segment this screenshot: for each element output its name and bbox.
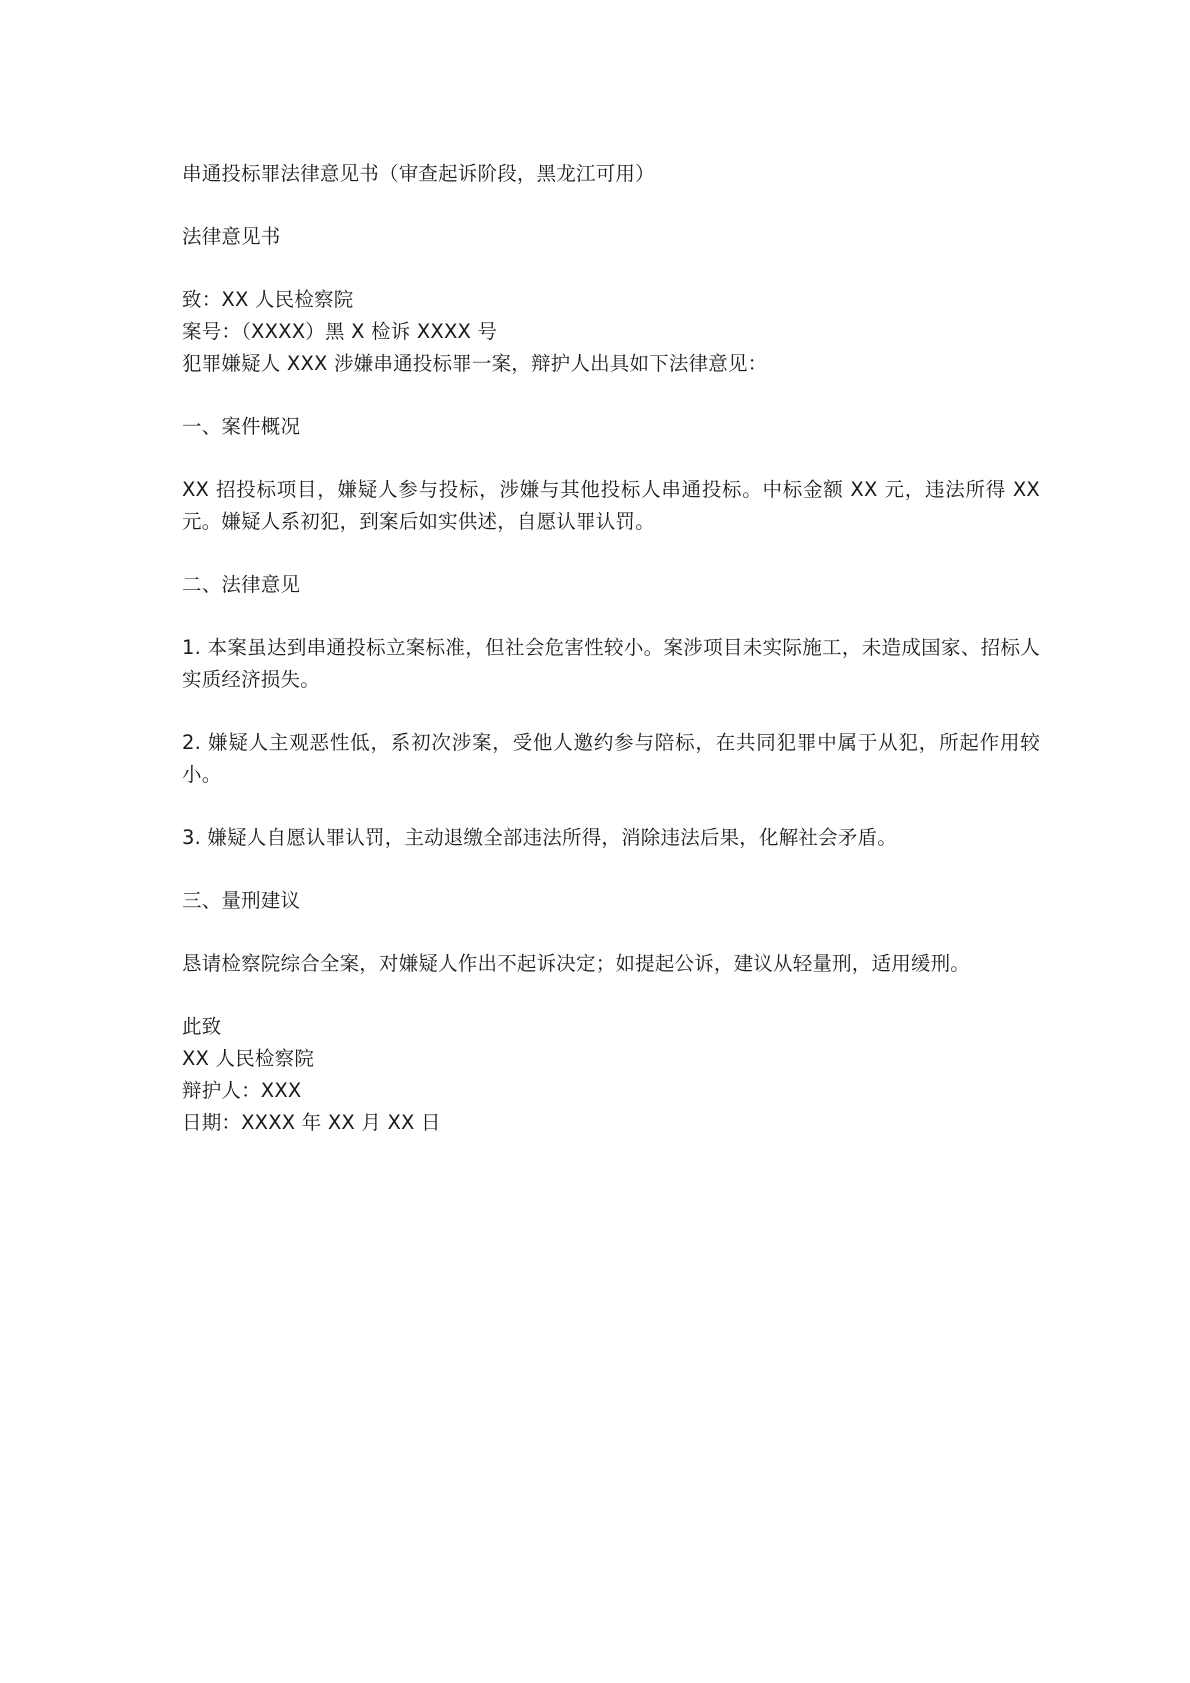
spacer: [182, 380, 1040, 411]
spacer: [182, 253, 1040, 284]
spacer: [182, 791, 1040, 822]
section-1-body: XX 招投标项目，嫌疑人参与投标，涉嫌与其他投标人串通投标。中标金额 XX 元，违法所得 XX 元。嫌疑人系初犯，到案后如实供述，自愿认罪认罚。: [182, 478, 1040, 533]
spacer: [182, 696, 1040, 727]
section-3-heading: 三、量刑建议: [182, 889, 301, 912]
section-2-point-3: 3. 嫌疑人自愿认罪认罚，主动退缴全部违法所得，消除违法后果，化解社会矛盾。: [182, 826, 897, 849]
document-title: 串通投标罪法律意见书（审查起诉阶段，黑龙江可用）: [182, 162, 655, 185]
section-2-point-2: 2. 嫌疑人主观恶性低，系初次涉案，受他人邀约参与陪标，在共同犯罪中属于从犯，所起作用较小。: [182, 731, 1040, 786]
spacer: [182, 854, 1040, 885]
section-1-heading: 一、案件概况: [182, 415, 301, 438]
closing-date: 日期：XXXX 年 XX 月 XX 日: [182, 1111, 441, 1134]
intro-line: 犯罪嫌疑人 XXX 涉嫌串通投标罪一案，辩护人出具如下法律意见：: [182, 352, 768, 375]
section-2-point-1: 1. 本案虽达到串通投标立案标准，但社会危害性较小。案涉项目未实际施工，未造成国家、招标人实质经济损失。: [182, 636, 1040, 691]
closing-salutation: 此致: [182, 1015, 222, 1038]
spacer: [182, 980, 1040, 1011]
section-2-heading: 二、法律意见: [182, 573, 301, 596]
closing-recipient: XX 人民检察院: [182, 1047, 315, 1070]
case-number-line: 案号：（XXXX）黑 X 检诉 XXXX 号: [182, 320, 498, 343]
section-3-body: 恳请检察院综合全案，对嫌疑人作出不起诉决定；如提起公诉，建议从轻量刑，适用缓刑。: [182, 952, 971, 975]
spacer: [182, 443, 1040, 474]
addressee-line: 致：XX 人民检察院: [182, 288, 354, 311]
spacer: [182, 601, 1040, 632]
spacer: [182, 917, 1040, 948]
spacer: [182, 190, 1040, 221]
document-heading: 法律意见书: [182, 225, 281, 248]
spacer: [182, 538, 1040, 569]
closing-signer: 辩护人：XXX: [182, 1079, 302, 1102]
